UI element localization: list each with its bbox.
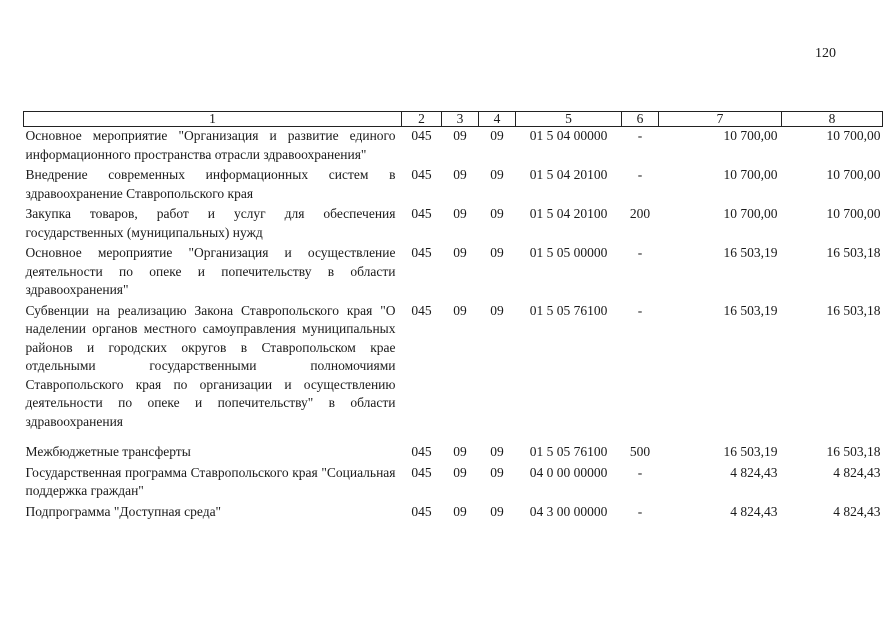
row-amount-7: 16 503,19: [723, 245, 778, 260]
row-name: Субвенции на реализацию Закона Ставропольского края "О наделении органов местного самоуправления муниципальных районов и городских округов в Ставропольском крае отдельными государственными полномочиями Ставропольского края по организации и осуществлению деятельности по опеке и попечительству" в области здравоохранения: [25, 302, 396, 429]
row-ministry-code: 045: [411, 167, 432, 182]
row-name: Подпрограмма "Доступная среда": [25, 503, 222, 519]
row-ministry-code: 045: [411, 503, 432, 519]
row-target-article: 01 5 04 20100: [529, 167, 608, 182]
row-section: 09: [453, 245, 467, 260]
table-body: [24, 127, 883, 524]
header-col-5: 5: [516, 112, 622, 127]
row-target-article: 01 5 05 76100: [529, 302, 608, 318]
row-amount-8: 10 700,00: [826, 167, 881, 182]
row-amount-7: 16 503,19: [723, 444, 778, 459]
table-row: [24, 244, 883, 302]
row-target-article: 01 5 04 00000: [529, 128, 608, 143]
row-amount-7: 4 824,43: [730, 503, 778, 519]
row-subsection: 09: [490, 206, 504, 221]
row-target-article: 01 5 04 20100: [529, 206, 608, 221]
row-subsection: 09: [490, 128, 504, 143]
row-expense-type: 500: [629, 444, 651, 459]
row-expense-type: -: [637, 128, 643, 143]
row-subsection: 09: [490, 302, 504, 318]
table-row: [24, 127, 883, 167]
row-target-article: 01 5 05 00000: [529, 245, 608, 260]
table-row: [24, 166, 883, 205]
row-ministry-code: 045: [411, 302, 432, 318]
table-row: [24, 503, 883, 524]
row-name: Закупка товаров, работ и услуг для обеспечения государственных (муниципальных) нужд: [25, 206, 396, 240]
header-col-6: 6: [622, 112, 659, 127]
page-number: 120: [815, 46, 836, 61]
table-row: [24, 302, 883, 434]
row-amount-8: 4 824,43: [833, 503, 881, 519]
row-subsection: 09: [490, 464, 504, 480]
row-amount-8: 16 503,18: [826, 302, 881, 318]
table-row: [24, 464, 883, 503]
row-subsection: 09: [490, 245, 504, 260]
row-section: 09: [453, 206, 467, 221]
row-amount-8: 10 700,00: [826, 206, 881, 221]
row-amount-7: 10 700,00: [723, 128, 778, 143]
row-expense-type: -: [637, 503, 643, 519]
row-ministry-code: 045: [411, 464, 432, 480]
spacer-cell: [24, 433, 883, 443]
header-col-1: 1: [24, 112, 402, 127]
row-name: Межбюджетные трансферты: [25, 444, 191, 459]
row-ministry-code: 045: [411, 206, 432, 221]
row-amount-8: 16 503,18: [826, 444, 881, 459]
row-amount-8: 10 700,00: [826, 128, 881, 143]
row-amount-7: 4 824,43: [730, 464, 778, 480]
row-expense-type: -: [637, 245, 643, 260]
row-amount-7: 10 700,00: [723, 206, 778, 221]
row-subsection: 09: [490, 503, 504, 519]
row-amount-8: 16 503,18: [826, 245, 881, 260]
row-amount-7: 16 503,19: [723, 302, 778, 318]
row-expense-type: -: [637, 302, 643, 318]
header-col-7: 7: [659, 112, 782, 127]
spacer-row: [24, 433, 883, 443]
row-section: 09: [453, 128, 467, 143]
row-expense-type: -: [637, 464, 643, 480]
row-name: Внедрение современных информационных систем в здравоохранение Ставропольского края: [25, 167, 396, 201]
header-col-2: 2: [402, 112, 442, 127]
table-row: [24, 205, 883, 244]
row-section: 09: [453, 464, 467, 480]
header-col-3: 3: [442, 112, 479, 127]
row-expense-type: -: [637, 167, 643, 182]
row-section: 09: [453, 444, 467, 459]
row-name: Государственная программа Ставропольского края "Социальная поддержка граждан": [25, 464, 396, 498]
row-section: 09: [453, 302, 467, 318]
row-section: 09: [453, 503, 467, 519]
row-name: Основное мероприятие "Организация и осуществление деятельности по опеке и попечительству в области здравоохранения": [25, 245, 396, 297]
row-target-article: 04 0 00 00000: [529, 464, 608, 480]
row-target-article: 04 3 00 00000: [529, 503, 608, 519]
row-section: 09: [453, 167, 467, 182]
table-row: [24, 443, 883, 464]
header-col-4: 4: [479, 112, 516, 127]
row-target-article: 01 5 05 76100: [529, 444, 608, 459]
row-ministry-code: 045: [411, 245, 432, 260]
row-expense-type: 200: [629, 206, 651, 221]
row-amount-7: 10 700,00: [723, 167, 778, 182]
header-col-8: 8: [782, 112, 883, 127]
budget-table: [23, 111, 883, 523]
row-subsection: 09: [490, 167, 504, 182]
row-ministry-code: 045: [411, 128, 432, 143]
row-amount-8: 4 824,43: [833, 464, 881, 480]
row-name: Основное мероприятие "Организация и развитие единого информационного пространства отрасли здравоохранения": [25, 128, 396, 162]
row-subsection: 09: [490, 444, 504, 459]
row-ministry-code: 045: [411, 444, 432, 459]
table-header: [24, 112, 883, 127]
